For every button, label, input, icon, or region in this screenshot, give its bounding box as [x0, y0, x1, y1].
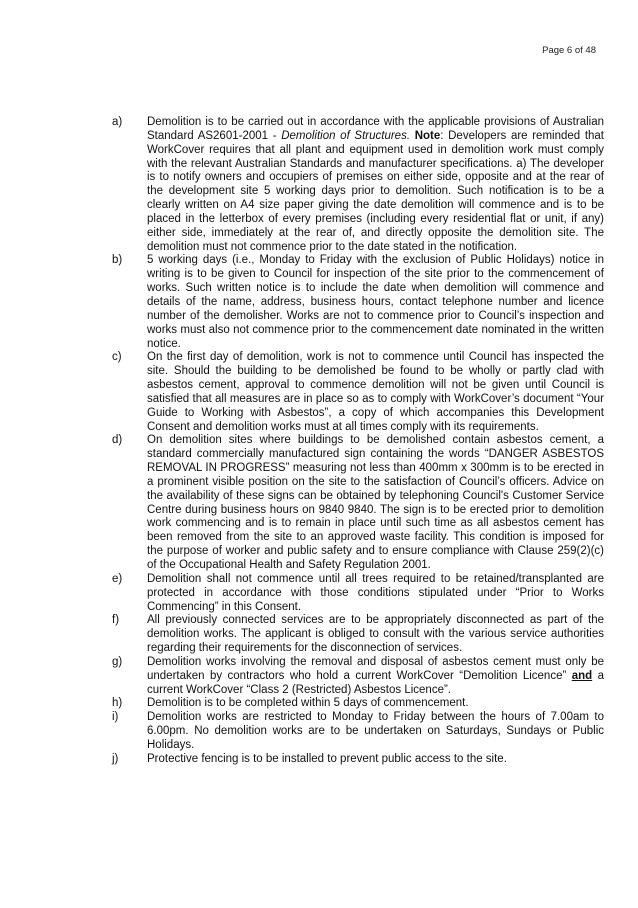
- conditions-list: [112, 116, 604, 767]
- list-item: [112, 711, 604, 753]
- item-marker: f): [112, 614, 120, 627]
- item-text: a current WorkCover “Class 2 (Restricted) Asbestos Licence”.: [147, 669, 604, 696]
- item-text: On demolition sites where buildings to be demolished contain asbestos cement, a standard commercially manufactured sign containing the words “DANGER ASBESTOS REMOVAL IN PROGRESS” measuring not less than 400mm x 300mm is to be erected in a prominent visible position on the site to the satisfaction of Council’s officers. Advice on the availability of these signs can be obtained by telephoning Council's Customer Service Centre during business hours on 9840 9840. The sign is to be erected prior to demolition work commencing and is to remain in place until such time as all asbestos cement has been removed from the site to an approved waste facility. This condition is imposed for the purpose of worker and public safety and to ensure compliance with Clause 259(2)(c) of the Occupational Health and Safety Regulation 2001.: [147, 434, 604, 571]
- item-text: Demolition shall not commence until all trees required to be retained/transplanted are protected in accordance with those conditions stipulated under “Prior to Works Commencing” in this Consent.: [147, 572, 604, 613]
- item-marker: h): [112, 697, 123, 710]
- item-marker: j): [112, 752, 119, 765]
- item-text: Demolition is to be completed within 5 days of commencement.: [147, 697, 469, 710]
- item-marker: b): [112, 254, 123, 267]
- item-text: Demolition works involving the removal and disposal of asbestos cement must only be undertaken by contractors who hold a current WorkCover “Demolition Licence”: [147, 655, 604, 682]
- item-text: All previously connected services are to be appropriately disconnected as part of the demolition works. The applicant is obliged to consult with the various service authorities regarding their requirements for the disconnection of services.: [147, 614, 604, 655]
- list-item: [112, 656, 604, 698]
- item-text: Demolition of Structures.: [281, 129, 411, 142]
- item-marker: e): [112, 572, 123, 585]
- item-marker: d): [112, 434, 123, 447]
- list-item: [112, 573, 604, 615]
- item-text: Protective fencing is to be installed to prevent public access to the site.: [147, 752, 507, 765]
- list-item: [112, 697, 604, 711]
- item-text: On the first day of demolition, work is not to commence until Council has inspected the site. Should the building to be demolished be found to be wholly or partly clad with asbestos cement, approval to commence demolition will not be given until Council is satisfied that all measures are in place so as to comply with WorkCover’s document “Your Guide to Working with Asbestos”, a copy of which accompanies this Development Consent and demolition works must at all times comply with its requirements.: [147, 351, 604, 433]
- item-text: : Developers are reminded that WorkCover requires that all plant and equipment used in demolition work must comply with the relevant Australian Standards and manufacturer specifications. a) The developer is to notify owners and occupiers of premises on either side, opposite and at the rear of the development site 5 working days prior to demolition. Such notification is to be a clearly written on A4 size paper giving the date demolition will commence and is to be placed in the letterbox of every premises (including every residential flat or unit, if any) either side, immediately at the rear of, and directly opposite the demolition site. The demolition must not commence prior to the date stated in the notification.: [147, 129, 605, 253]
- item-text: 5 working days (i.e., Monday to Friday with the exclusion of Public Holidays) notice in writing is to be given to Council for inspection of the site prior to the commencement of works. Such written notice is to include the date when demolition will commence and details of the name, address, business hours, contact telephone number and licence number of the demolisher. Works are not to commence prior to Council’s inspection and works must also not commence prior to the commencement date nominated in the written notice.: [147, 254, 604, 350]
- item-marker: i): [112, 711, 119, 724]
- list-item: [112, 254, 604, 351]
- page-number: Page 6 of 48: [542, 45, 596, 56]
- list-item: [112, 434, 604, 572]
- list-item: [112, 614, 604, 656]
- list-item: [112, 753, 604, 767]
- item-text: Note: [414, 129, 441, 142]
- list-item: [112, 351, 604, 434]
- item-text: Demolition is to be carried out in accordance with the applicable provisions of Australian Standard AS2601-2001 -: [147, 116, 604, 142]
- item-text: and: [571, 669, 593, 682]
- item-text: Demolition works are restricted to Monday to Friday between the hours of 7.00am to 6.00pm. No demolition works are to be undertaken on Saturdays, Sundays or Public Holidays.: [147, 711, 604, 751]
- item-marker: g): [112, 655, 123, 668]
- list-item: [112, 116, 604, 254]
- item-marker: a): [112, 116, 123, 128]
- item-marker: c): [112, 351, 122, 364]
